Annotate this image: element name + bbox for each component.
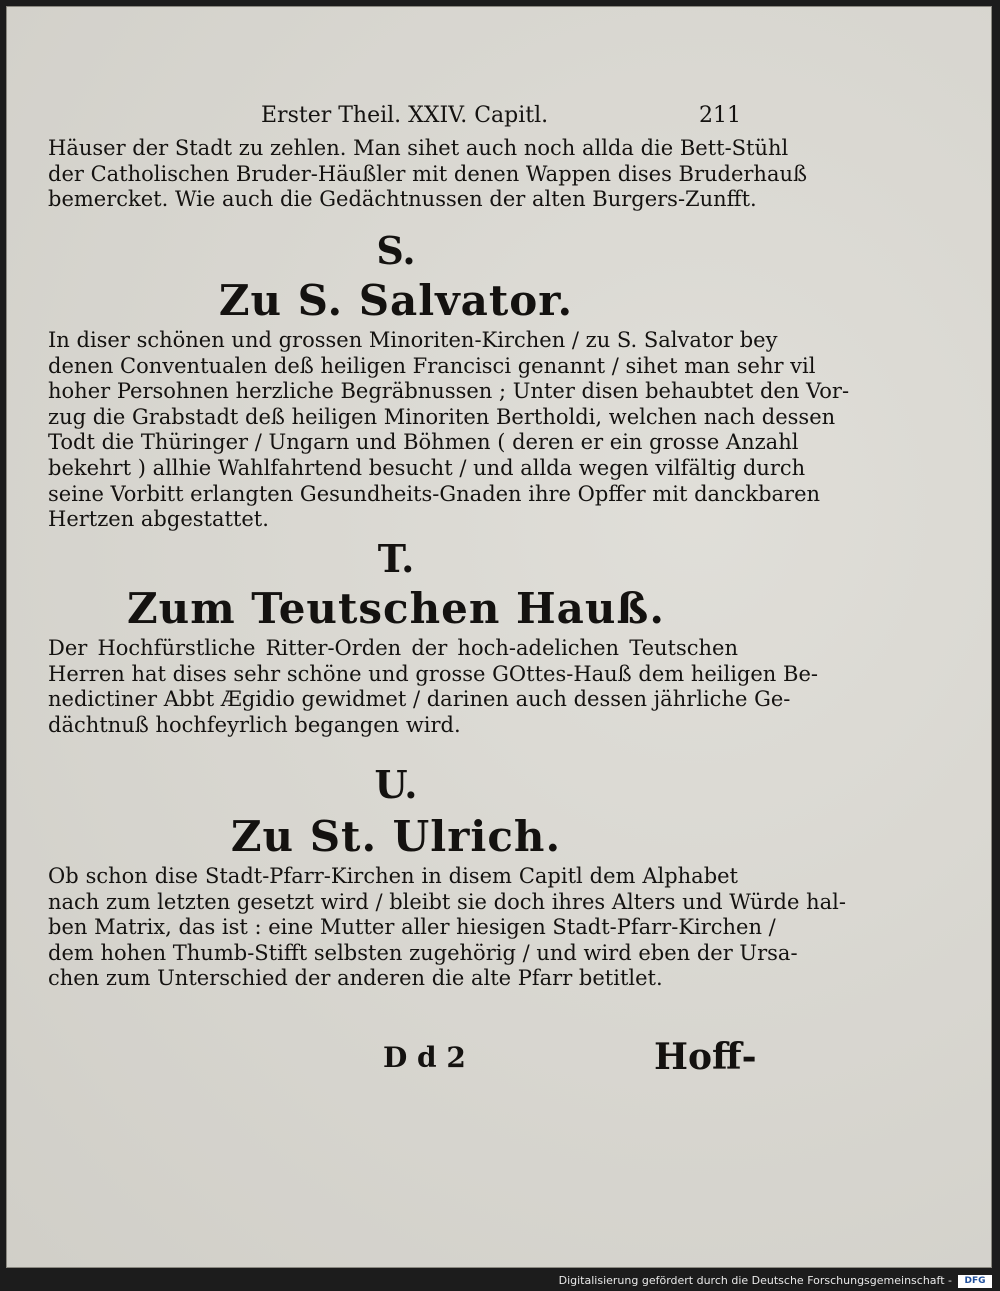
section-heading-salvator: Zu S. Salvator.	[218, 276, 574, 325]
paragraph-intro	[48, 136, 808, 213]
section-letter-t: T.	[377, 536, 415, 581]
section-letter-u: U.	[374, 762, 418, 807]
text-line: bekehrt ) allhie Wahlfahrtend besucht / und allda wegen vilfältig durch	[48, 455, 806, 480]
dfg-funding-bar	[0, 1272, 1000, 1291]
text-line: chen zum Unterschied der anderen die alte Pfarr betitlet.	[48, 966, 663, 991]
dfg-funding-text: Digitalisierung gefördert durch die Deutsche Forschungsgemeinschaft -	[558, 1274, 952, 1287]
text-line: Ob schon dise Stadt-Pfarr-Kirchen in disem Capitl dem Alphabet	[48, 864, 738, 888]
running-head-title: Erster Theil. XXIV. Capitl.	[261, 103, 549, 128]
text-line: In diser schönen und grossen Minoriten-Kirchen / zu S. Salvator bey	[48, 328, 778, 352]
running-head	[261, 103, 751, 137]
text-line: denen Conventualen deß heiligen Francisci genannt / sihet man sehr vil	[48, 353, 816, 378]
text-line: Hertzen abgestattet.	[48, 507, 269, 532]
signature-mark: D d 2	[383, 1041, 466, 1074]
text-line: dem hohen Thumb-Stifft selbsten zugehörig / und wird eben der Ursa-	[48, 940, 798, 965]
paragraph-ulrich	[48, 864, 846, 992]
text-line: Häuser der Stadt zu zehlen. Man sihet auch noch allda die Bett-Stühl	[48, 136, 789, 160]
text-line: nedictiner Abbt Ægidio gewidmet / darinen auch dessen jährliche Ge-	[48, 687, 791, 712]
catchword: Hoff-	[654, 1036, 757, 1078]
text-line: Der Hochfürstliche Ritter-Orden der hoch-adelichen Teutschen	[48, 636, 738, 660]
text-line: nach zum letzten gesetzt wird / bleibt sie doch ihres Alters und Würde hal-	[48, 889, 846, 914]
text-line: seine Vorbitt erlangten Gesundheits-Gnaden ihre Opffer mit danckbaren	[48, 481, 821, 506]
text-line: zug die Grabstadt deß heiligen Minoriten Bertholdi, welchen nach dessen	[48, 404, 836, 429]
paragraph-salvator	[48, 328, 850, 533]
text-line: hoher Persohnen herzliche Begräbnussen ; Unter disen behaubtet den Vor-	[48, 379, 850, 404]
text-line: ben Matrix, das ist : eine Mutter aller hiesigen Stadt-Pfarr-Kirchen /	[48, 915, 776, 940]
scanned-page	[6, 6, 992, 1268]
text-line: Herren hat dises sehr schöne und grosse GOttes-Hauß dem heiligen Be-	[48, 661, 818, 686]
section-heading-teutschen-hauss: Zum Teutschen Hauß.	[127, 584, 665, 633]
section-letter-s: S.	[376, 228, 416, 273]
paragraph-teutschen-hauss	[48, 636, 818, 738]
page-number: 211	[699, 103, 741, 128]
section-heading-ulrich: Zu St. Ulrich.	[230, 812, 562, 861]
dfg-logo-icon: DFG	[958, 1275, 992, 1288]
text-line: bemercket. Wie auch die Gedächtnussen der alten Burgers-Zunfft.	[48, 187, 757, 212]
text-line: Todt die Thüringer / Ungarn und Böhmen ( deren er ein grosse Anzahl	[48, 430, 799, 455]
text-line: der Catholischen Bruder-Häußler mit denen Wappen dises Bruderhauß	[48, 161, 808, 186]
text-line: dächtnuß hochfeyrlich begangen wird.	[48, 712, 461, 737]
